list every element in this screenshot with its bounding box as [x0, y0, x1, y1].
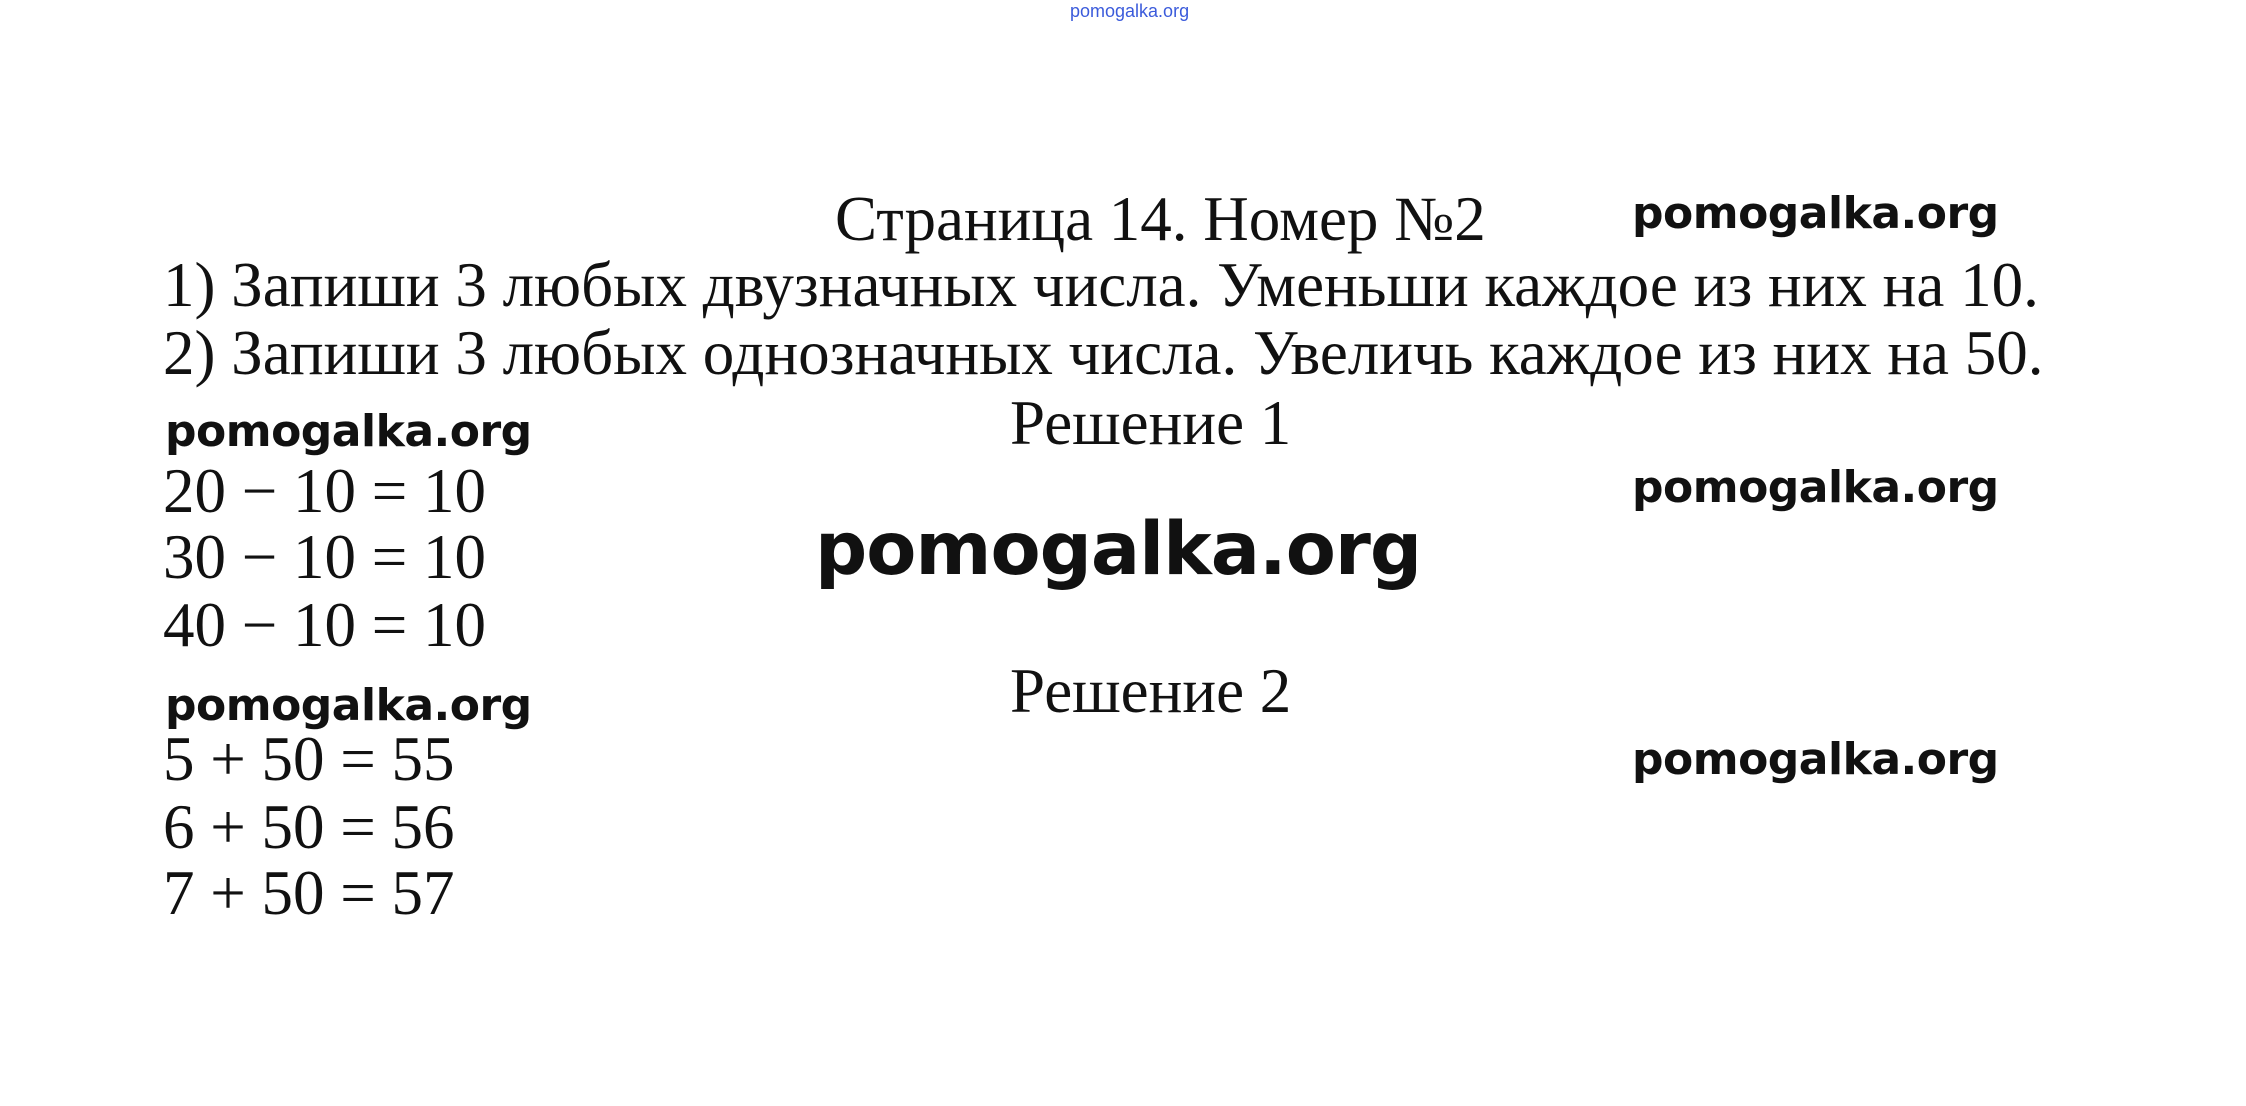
- solution-2-line: 5 + 50 = 55: [163, 724, 455, 794]
- top-watermark: pomogalka.org: [1070, 1, 1190, 21]
- watermark-header: pomogalka.org: [1632, 188, 1999, 239]
- task-1: 1) Запиши 3 любых двузначных числа. Уменьши каждое из них на 10.: [163, 250, 2039, 320]
- solution-1-line: 40 − 10 = 10: [163, 590, 487, 660]
- solution-2-heading: Решение 2: [1010, 656, 1292, 726]
- solution-1-heading: Решение 1: [1010, 388, 1292, 458]
- solution-1-line: 20 − 10 = 10: [163, 456, 487, 526]
- solution-1-line: 30 − 10 = 10: [163, 522, 487, 592]
- watermark-left-2: pomogalka.org: [165, 680, 532, 731]
- watermark-center: pomogalka.org: [815, 507, 1422, 592]
- watermark-left-1: pomogalka.org: [165, 406, 532, 457]
- solution-2-line: 6 + 50 = 56: [163, 792, 455, 862]
- solution-2-line: 7 + 50 = 57: [163, 858, 455, 928]
- page-title: Страница 14. Номер №2: [835, 184, 1486, 254]
- watermark-right-1: pomogalka.org: [1632, 462, 1999, 513]
- task-2: 2) Запиши 3 любых однозначных числа. Увеличь каждое из них на 50.: [163, 318, 2044, 388]
- watermark-right-2: pomogalka.org: [1632, 734, 1999, 785]
